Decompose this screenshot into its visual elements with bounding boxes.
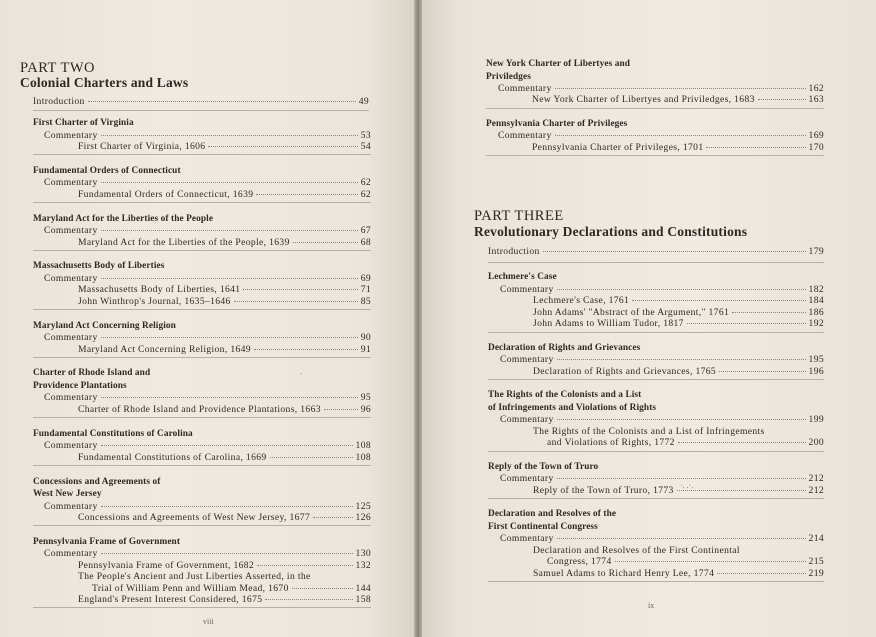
document-entry-page-number: 108	[355, 451, 371, 463]
commentary-entry-page-number: 125	[355, 500, 371, 512]
dot-leader	[101, 182, 358, 183]
document-entry-label: Congress, 1774	[547, 556, 612, 567]
document-entry-label: Concessions and Agreements of West New Jersey, 1677	[78, 511, 311, 523]
document-entry-page-number: 219	[808, 567, 824, 579]
dot-leader	[292, 588, 353, 589]
commentary-entry	[44, 392, 371, 404]
document-entry	[533, 426, 824, 438]
commentary-entry-label: Commentary	[500, 473, 554, 484]
document-entry-label: John Adams to William Tudor, 1817	[533, 318, 684, 329]
dot-leader	[101, 553, 353, 554]
document-entry-label: Charter of Rhode Island and Providence Plantations, 1663	[78, 403, 321, 415]
commentary-entry-label: Commentary	[500, 283, 554, 295]
commentary-entry-page-number: 95	[360, 392, 371, 404]
commentary-entry-page-number: 67	[360, 225, 371, 237]
dot-leader	[101, 230, 358, 231]
document-entry-label: New York Charter of Libertyes and Priviledges, 1683	[532, 94, 755, 106]
commentary-entry	[44, 273, 371, 285]
section-divider	[488, 581, 824, 582]
document-entry-page-number: 184	[808, 295, 824, 306]
commentary-entry-page-number: 90	[360, 332, 371, 344]
document-entry	[78, 452, 371, 464]
section-divider	[486, 108, 824, 109]
commentary-entry-page-number: 108	[355, 440, 371, 452]
commentary-entry-page-number: 182	[808, 283, 824, 295]
document-entry-page-number: 170	[808, 141, 824, 153]
dot-leader	[101, 445, 353, 446]
dot-leader	[324, 409, 358, 410]
commentary-entry	[44, 440, 371, 452]
dot-leader	[758, 99, 806, 100]
document-entry-page-number: 85	[360, 295, 371, 307]
document-entry	[533, 437, 824, 449]
document-entry-page-number: 96	[360, 403, 371, 415]
commentary-entry-label: Commentary	[500, 533, 554, 544]
commentary-entry-label: Commentary	[500, 414, 554, 425]
part-title: Revolutionary Declarations and Constitutions	[474, 224, 748, 239]
commentary-entry-label: Commentary	[498, 130, 552, 142]
section-heading: Concessions and Agreements of	[33, 476, 161, 487]
document-entry-page-number: 186	[808, 306, 824, 318]
section-divider	[33, 110, 369, 111]
part-label: PART TWO	[20, 60, 95, 76]
document-entry-label: Reply of the Town of Truro, 1773	[533, 484, 674, 496]
section-heading: West New Jersey	[33, 489, 102, 499]
paper-mark: ˋ	[300, 372, 303, 380]
section-divider	[33, 417, 371, 418]
section-divider	[488, 332, 824, 333]
dot-leader	[557, 478, 806, 479]
document-entry-label: Fundamental Orders of Connecticut, 1639	[78, 188, 254, 200]
section-heading: Declaration of Rights and Grievances	[488, 342, 641, 353]
document-entry-page-number: 91	[360, 343, 371, 355]
section-divider	[488, 451, 824, 452]
document-entry	[78, 284, 371, 296]
commentary-entry	[44, 130, 371, 142]
document-entry-page-number: 126	[355, 511, 371, 523]
introduction-entry-label: Introduction	[33, 96, 85, 107]
section-heading: Pennsylvania Charter of Privileges	[486, 118, 628, 129]
document-entry	[533, 556, 824, 568]
section-heading: Reply of the Town of Truro	[488, 461, 599, 472]
section-divider	[33, 250, 371, 251]
section-heading: Lechmere's Case	[488, 272, 557, 282]
commentary-entry-page-number: 53	[360, 129, 371, 141]
document-entry-label: The People's Ancient and Just Liberties Asserted, in the	[78, 571, 311, 583]
document-entry-label: Maryland Act for the Liberties of the People, 1639	[78, 236, 290, 248]
section-heading: The Rights of the Colonists and a List	[488, 390, 642, 400]
section-divider	[33, 465, 371, 466]
document-entry-label: The Rights of the Colonists and a List of Infringements	[533, 425, 765, 437]
commentary-entry	[44, 548, 371, 560]
dot-leader	[717, 573, 805, 574]
document-entry-label: First Charter of Virginia, 1606	[78, 140, 206, 152]
book-gutter	[414, 0, 422, 637]
commentary-entry-label: Commentary	[500, 354, 554, 365]
commentary-entry	[44, 332, 371, 344]
document-entry-label: Fundamental Constitutions of Carolina, 1669	[78, 451, 267, 463]
left-page	[0, 0, 414, 637]
document-entry-label: Pennsylvania Charter of Privileges, 1701	[532, 141, 704, 153]
document-entry-page-number: 158	[355, 593, 371, 605]
commentary-entry	[44, 501, 371, 513]
commentary-entry-label: Commentary	[44, 177, 98, 189]
commentary-entry-label: Commentary	[44, 500, 98, 512]
dot-leader	[101, 506, 353, 507]
dot-leader	[256, 194, 357, 195]
commentary-entry-label: Commentary	[44, 332, 98, 344]
document-entry	[533, 366, 824, 378]
introduction-entry-page-number: 49	[358, 96, 369, 107]
commentary-entry	[44, 177, 371, 189]
section-heading: Massachusetts Body of Liberties	[33, 261, 165, 272]
document-entry-label: Lechmere's Case, 1761	[533, 295, 630, 306]
part-label: PART THREE	[474, 208, 564, 224]
document-entry	[78, 512, 371, 524]
section-divider	[486, 155, 824, 156]
section-heading: First Charter of Virginia	[33, 118, 134, 128]
commentary-entry-page-number: 214	[808, 533, 824, 544]
page-number: viii	[203, 617, 214, 626]
dot-leader	[254, 349, 358, 350]
commentary-entry	[498, 83, 824, 95]
document-entry	[78, 404, 371, 416]
document-entry-page-number: 196	[808, 365, 824, 377]
dot-leader	[101, 337, 358, 338]
document-entry	[533, 307, 824, 319]
document-entry	[78, 296, 371, 308]
document-entry-label: Maryland Act Concerning Religion, 1649	[78, 343, 251, 355]
document-entry-page-number: 212	[808, 484, 824, 496]
document-entry-label: John Adams' "Abstract of the Argument," 1761	[533, 306, 730, 318]
section-heading: Charter of Rhode Island and	[33, 368, 151, 379]
document-entry	[78, 141, 371, 153]
commentary-entry-label: Commentary	[44, 392, 98, 404]
commentary-entry	[500, 354, 824, 366]
document-entry	[78, 583, 371, 595]
dot-leader	[243, 289, 357, 290]
dot-leader	[557, 538, 806, 539]
dot-leader	[687, 323, 806, 324]
document-entry-label: Pennsylvania Frame of Government, 1682	[78, 559, 255, 571]
section-heading: Declaration and Resolves of the	[488, 509, 617, 519]
commentary-entry-label: Commentary	[44, 129, 98, 141]
document-entry	[78, 560, 371, 572]
document-entry	[533, 295, 824, 307]
section-heading: Priviledges	[486, 71, 531, 82]
dot-leader	[632, 300, 805, 301]
section-divider	[33, 309, 371, 310]
commentary-entry	[44, 225, 371, 237]
dot-leader	[101, 135, 358, 136]
dot-leader	[270, 457, 353, 458]
document-entry-label: Samuel Adams to Richard Henry Lee, 1774	[533, 567, 715, 579]
dot-leader	[732, 312, 805, 313]
document-entry	[78, 344, 371, 356]
commentary-entry-label: Commentary	[44, 225, 98, 237]
introduction-entry-page-number: 179	[808, 246, 824, 257]
dot-leader	[678, 442, 806, 443]
document-entry-page-number: 215	[808, 556, 824, 567]
dot-leader	[719, 371, 805, 372]
document-entry-label: and Violations of Rights, 1772	[547, 437, 675, 448]
document-entry	[533, 568, 824, 580]
right-page	[422, 0, 876, 637]
section-divider	[488, 379, 824, 380]
commentary-entry-page-number: 199	[808, 414, 824, 425]
section-heading: New York Charter of Libertyes and	[486, 59, 631, 69]
dot-leader	[257, 565, 352, 566]
commentary-entry-page-number: 195	[808, 354, 824, 365]
commentary-entry-label: Commentary	[44, 548, 98, 560]
introduction-entry-label: Introduction	[488, 246, 540, 257]
dot-leader	[293, 242, 358, 243]
commentary-entry	[500, 473, 824, 485]
section-heading: Providence Plantations	[33, 380, 127, 391]
part-title: Colonial Charters and Laws	[20, 75, 189, 90]
dot-leader	[101, 397, 358, 398]
section-heading: Maryland Act Concerning Religion	[33, 320, 176, 331]
section-heading: First Continental Congress	[488, 521, 598, 532]
document-entry-page-number: 132	[355, 559, 371, 571]
document-entry	[532, 142, 824, 154]
document-entry	[78, 237, 371, 249]
document-entry-page-number: 192	[808, 318, 824, 329]
section-divider	[33, 525, 371, 526]
dot-leader	[543, 251, 806, 252]
document-entry	[533, 545, 824, 557]
dot-leader	[234, 301, 358, 302]
dot-leader	[313, 517, 352, 518]
commentary-entry-page-number: 212	[808, 473, 824, 484]
section-divider	[33, 202, 371, 203]
commentary-entry-page-number: 62	[360, 177, 371, 189]
section-divider	[33, 154, 371, 155]
dot-leader	[557, 419, 806, 420]
document-entry-page-number: 163	[808, 94, 824, 106]
commentary-entry-label: Commentary	[498, 83, 552, 94]
document-entry-label: Declaration of Rights and Grievances, 1765	[533, 365, 717, 377]
commentary-entry	[500, 414, 824, 426]
document-entry-page-number: 144	[355, 582, 371, 594]
commentary-entry-page-number: 169	[808, 130, 824, 142]
dot-leader	[555, 135, 806, 136]
document-entry-page-number: 71	[360, 284, 371, 296]
section-divider	[488, 262, 824, 263]
section-divider	[33, 607, 371, 608]
document-entry-page-number: 62	[360, 188, 371, 200]
section-heading: of Infringements and Violations of Rights	[488, 402, 657, 413]
document-entry	[532, 94, 824, 106]
document-entry-label: Declaration and Resolves of the First Continental	[533, 544, 740, 556]
document-entry	[533, 485, 824, 497]
document-entry	[533, 318, 824, 330]
document-entry	[78, 571, 371, 583]
page-number: ix	[648, 601, 655, 610]
commentary-entry	[500, 533, 824, 545]
paper-mark: ˈ· ·ˈ·	[680, 484, 694, 492]
document-entry-label: John Winthrop's Journal, 1635–1646	[78, 295, 231, 307]
section-divider	[33, 357, 371, 358]
document-entry-label: England's Present Interest Considered, 1675	[78, 593, 263, 605]
document-entry	[78, 189, 371, 201]
dot-leader	[265, 599, 352, 600]
introduction-entry	[33, 96, 369, 108]
document-entry-page-number: 54	[360, 140, 371, 152]
section-heading: Pennsylvania Frame of Government	[33, 536, 181, 547]
commentary-entry	[498, 130, 824, 142]
document-entry-page-number: 200	[808, 437, 824, 448]
document-entry-label: Massachusetts Body of Liberties, 1641	[78, 284, 241, 296]
document-entry	[78, 594, 371, 606]
introduction-entry	[488, 246, 824, 258]
section-divider	[488, 498, 824, 499]
commentary-entry-page-number: 162	[808, 83, 824, 94]
commentary-entry-label: Commentary	[44, 272, 98, 284]
commentary-entry	[500, 284, 824, 296]
section-heading: Fundamental Orders of Connecticut	[33, 165, 181, 176]
dot-leader	[557, 359, 806, 360]
dot-leader	[88, 101, 356, 102]
commentary-entry-label: Commentary	[44, 440, 98, 452]
section-heading: Maryland Act for the Liberties of the People	[33, 213, 214, 224]
dot-leader	[557, 289, 806, 290]
section-heading: Fundamental Constitutions of Carolina	[33, 428, 193, 439]
dot-leader	[677, 490, 806, 491]
dot-leader	[615, 561, 806, 562]
dot-leader	[555, 88, 806, 89]
dot-leader	[706, 147, 805, 148]
document-entry-page-number: 68	[360, 236, 371, 248]
dot-leader	[101, 278, 358, 279]
commentary-entry-page-number: 69	[360, 272, 371, 284]
commentary-entry-page-number: 130	[355, 548, 371, 560]
dot-leader	[208, 146, 357, 147]
document-entry-label: Trial of William Penn and William Mead, 1670	[92, 582, 289, 594]
